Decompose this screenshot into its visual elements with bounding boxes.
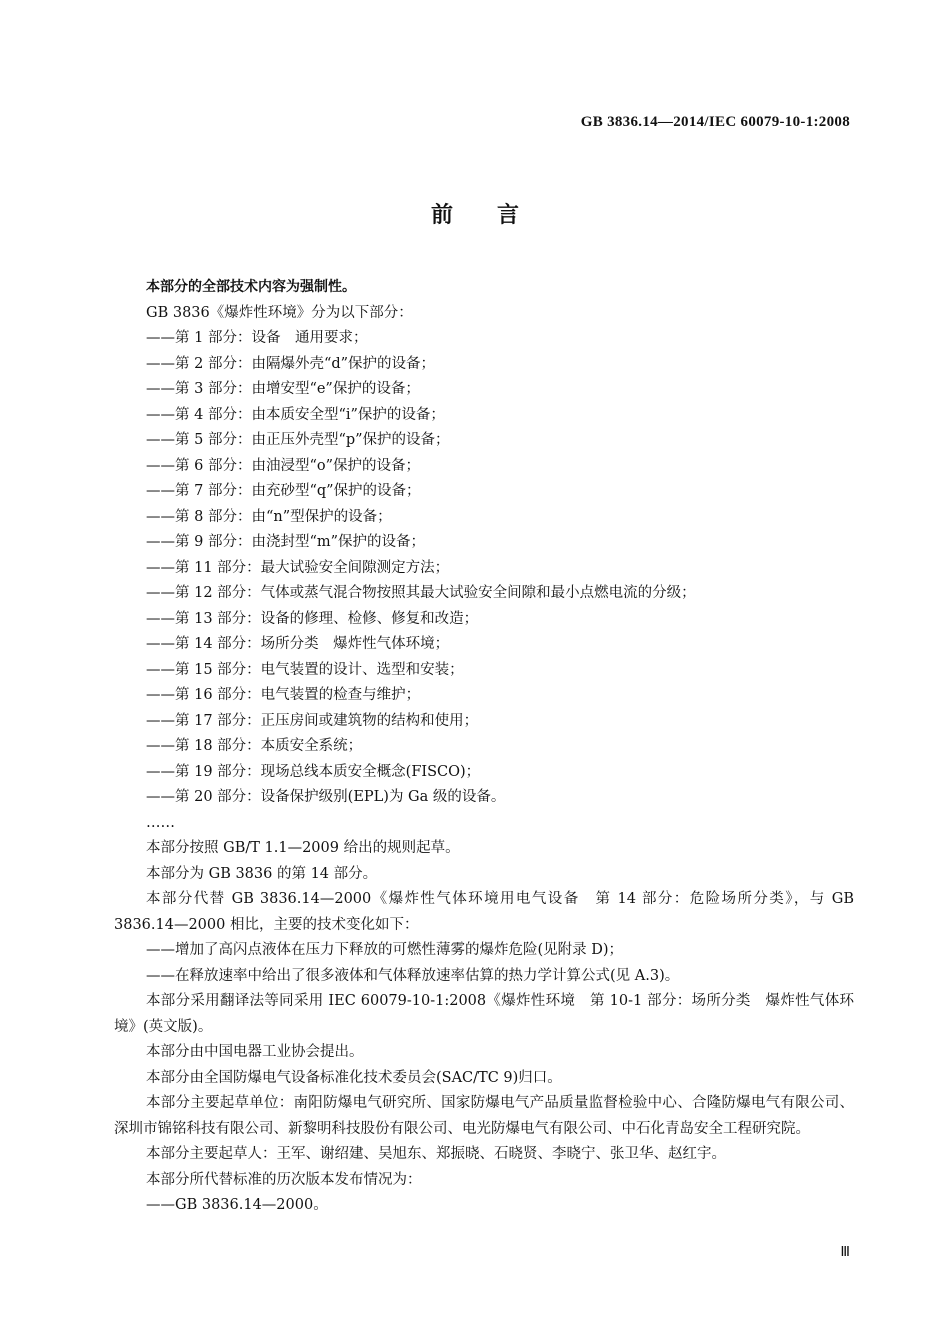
list-item: ——第 14 部分：场所分类 爆炸性气体环境； [146,636,450,652]
list-item: ——第 8 部分：由“n”型保护的设备； [146,508,392,525]
parts-list [114,326,854,811]
change-item: ——在释放速率中给出了很多液体和气体释放速率估算的热力学计算公式(见 A.3)。 [146,967,680,984]
list-item: ——第 19 部分：现场总线本质安全概念(FISCO)； [146,763,481,780]
list-item: ——第 9 部分：由浇封型“m”保护的设备； [146,534,426,550]
change-item: ——增加了高闪点液体在压力下释放的可燃性薄雾的爆炸危险(见附录 D)； [146,942,624,958]
ellipsis: …… [146,814,175,831]
replaces-paragraph: 本部分代替 GB 3836.14—2000《爆炸性气体环境用电气设备 第 14 部分：危险场所分类》，与 GB 3836.14—2000 相比，主要的技术变化如下： [114,891,854,933]
list-item: ——第 17 部分：正压房间或建筑物的结构和使用； [146,712,479,729]
history-item: ——GB 3836.14—2000。 [146,1197,328,1213]
centralized-by: 本部分由全国防爆电气设备标准化技术委员会(SAC/TC 9)归口。 [146,1069,562,1086]
list-item: ——第 3 部分：由增安型“e”保护的设备； [146,381,420,397]
drafting-units-paragraph: 本部分主要起草单位：南阳防爆电气研究所、国家防爆电气产品质量监督检验中心、合隆防爆电气有限公司、深圳市锦铭科技有限公司、新黎明科技股份有限公司、电光防爆电气有限公司、中石化青岛安全工程研究院。 [114,1095,854,1137]
page-title: 前 言 [430,203,519,228]
list-item: ——第 13 部分：设备的修理、检修、修复和改造； [146,610,479,627]
list-item: ——第 15 部分：电气装置的设计、选型和安装； [146,661,464,678]
list-item: ——第 4 部分：由本质安全型“i”保护的设备； [146,406,445,423]
part-of-statement: 本部分为 GB 3836 的第 14 部分。 [146,865,378,882]
list-item: ——第 1 部分：设备 通用要求； [146,330,368,346]
drafting-rule: 本部分按照 GB/T 1.1—2009 给出的规则起草。 [146,840,460,856]
series-intro: GB 3836《爆炸性环境》分为以下部分： [146,304,413,321]
header-standard-code: GB 3836.14—2014/IEC 60079-10-1:2008 [580,114,850,130]
list-item: ——第 16 部分：电气装置的检查与维护； [146,687,421,703]
page-number: Ⅲ [840,1245,850,1260]
translation-paragraph: 本部分采用翻译法等同采用 IEC 60079-10-1:2008《爆炸性环境 第 10-1 部分：场所分类 爆炸性气体环境》(英文版)。 [114,993,854,1035]
list-item: ——第 5 部分：由正压外壳型“p”保护的设备； [146,432,450,448]
proposed-by: 本部分由中国电器工业协会提出。 [146,1044,364,1060]
list-item: ——第 11 部分：最大试验安全间隙测定方法； [146,559,450,576]
list-item: ——第 18 部分：本质安全系统； [146,738,363,754]
drafters: 本部分主要起草人：王军、谢绍建、吴旭东、郑振晓、石晓贤、李晓宁、张卫华、赵红宇。 [146,1146,726,1162]
foreword-body [114,275,854,1219]
mandatory-statement: 本部分的全部技术内容为强制性。 [146,279,356,295]
history-intro: 本部分所代替标准的历次版本发布情况为： [146,1171,422,1188]
list-item: ——第 7 部分：由充砂型“q”保护的设备； [146,483,421,499]
list-item: ——第 6 部分：由油浸型“o”保护的设备； [146,457,420,474]
list-item: ——第 12 部分：气体或蒸气混合物按照其最大试验安全间隙和最小点燃电流的分级； [146,585,696,601]
list-item: ——第 2 部分：由隔爆外壳“d”保护的设备； [146,355,436,372]
list-item: ——第 20 部分：设备保护级别(EPL)为 Ga 级的设备。 [146,789,506,805]
